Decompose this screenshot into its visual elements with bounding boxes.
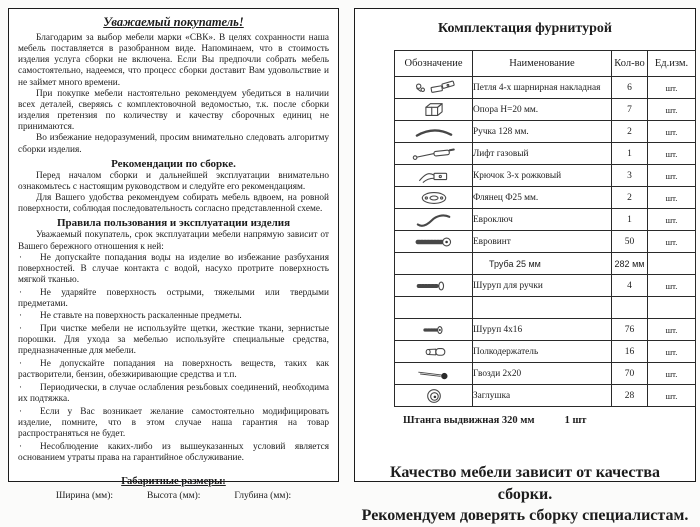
- dimensions-labels: [18, 491, 329, 501]
- usage-rule-item: · При чистке мебели не используйте щетки, жесткие ткани, зернистые порошки. Для ухода за мебелью используйте специальные средства, предназначенные для мебели.: [18, 323, 329, 357]
- screw-icon: [403, 321, 465, 339]
- quality-footer-line1: Качество мебели зависит от качества сборки.: [389, 464, 661, 503]
- bullet-marker: ·: [19, 323, 22, 334]
- item-name: Шуруп для ручки: [473, 275, 612, 297]
- item-unit: шт.: [648, 165, 696, 187]
- item-unit: шт.: [648, 187, 696, 209]
- table-row: [395, 275, 696, 297]
- item-icon-cell: [395, 231, 473, 253]
- item-icon-cell: [395, 99, 473, 121]
- item-unit: шт.: [648, 231, 696, 253]
- item-quantity: 282 мм: [612, 253, 648, 275]
- usage-rule-item: · Не допускайте попадания на поверхность веществ, таких как растворители, бензин, обезжиривающие средства и т.п.: [18, 358, 329, 381]
- intro-paragraph: Благодарим за выбор мебели марки «СВК». В целях сохранности наша мебель поставляется в разобранном виде. Напоминаем, что в стоимость изделия услуга сборки не включена. Если Вы предпочли собрать мебель самостоятельно, надеемся, что процесс сборки доставит Вам удовольствие и не займет много времени.: [18, 33, 329, 88]
- item-name: Петля 4-х шарнирная накладная: [473, 77, 612, 99]
- item-quantity: 7: [612, 99, 648, 121]
- item-unit: шт.: [648, 99, 696, 121]
- item-name: [473, 297, 612, 319]
- item-unit: шт.: [648, 209, 696, 231]
- bullet-marker: ·: [19, 286, 22, 297]
- item-icon-cell: [395, 121, 473, 143]
- table-row: [395, 231, 696, 253]
- item-unit: шт.: [648, 385, 696, 407]
- item-name: Опора Н=20 мм.: [473, 99, 612, 121]
- item-name: Флянец Ф25 мм.: [473, 187, 612, 209]
- item-unit: [648, 253, 696, 275]
- dimension-label: Глубина (мм):: [234, 490, 292, 501]
- dimension-label: Высота (мм):: [147, 490, 201, 501]
- table-row: [395, 209, 696, 231]
- table-row: [395, 253, 696, 275]
- item-name: Лифт газовый: [473, 143, 612, 165]
- shelf-pin-icon: [403, 343, 465, 361]
- page-left-title: Уважаемый покупатель!: [103, 15, 244, 29]
- item-name: Ручка 128 мм.: [473, 121, 612, 143]
- item-quantity: 6: [612, 77, 648, 99]
- table-row: [395, 187, 696, 209]
- bullet-marker: ·: [19, 358, 22, 369]
- item-quantity: 3: [612, 165, 648, 187]
- item-unit: шт.: [648, 143, 696, 165]
- item-unit: шт.: [648, 363, 696, 385]
- euro-screw-icon: [403, 233, 465, 251]
- table-header-row: [395, 51, 696, 77]
- bullet-marker: ·: [19, 251, 22, 262]
- note-text: Штанга выдвижная 320 мм: [403, 415, 535, 426]
- table-row: [395, 99, 696, 121]
- intro-paragraph: Во избежание недоразумений, просим внимательно следовать алгоритму сборки изделия.: [18, 133, 329, 155]
- table-row: [395, 143, 696, 165]
- hook-icon: [403, 167, 465, 185]
- item-icon-cell: [395, 341, 473, 363]
- bullet-marker: ·: [19, 381, 22, 392]
- assembly-recommendations-heading: Рекомендации по сборке.: [111, 157, 236, 170]
- table-row: [395, 341, 696, 363]
- flange-icon: [403, 189, 465, 207]
- item-icon-cell: [395, 165, 473, 187]
- table-row: [395, 165, 696, 187]
- item-quantity: 1: [612, 143, 648, 165]
- usage-rules-heading: Правила пользования и эксплуатации изделия: [56, 217, 291, 230]
- dimension-label: Ширина (мм):: [55, 490, 113, 501]
- table-column-header: Обозначение: [395, 51, 473, 77]
- item-icon-cell: [395, 253, 473, 275]
- bullet-marker: ·: [19, 440, 22, 451]
- item-quantity: 2: [612, 187, 648, 209]
- hardware-kit-title: Комплектация фурнитурой: [438, 21, 612, 36]
- table-row: [395, 363, 696, 385]
- usage-rule-item: · Не ставьте на поверхность раскаленные предметы.: [19, 310, 242, 322]
- item-unit: шт.: [648, 275, 696, 297]
- table-row: [395, 319, 696, 341]
- item-quantity: 1: [612, 209, 648, 231]
- note-quantity: 1 шт: [564, 415, 587, 426]
- quality-footer: [361, 462, 689, 527]
- item-quantity: 28: [612, 385, 648, 407]
- support-icon: [403, 101, 465, 119]
- item-quantity: 2: [612, 121, 648, 143]
- dimensions-heading: Габаритные размеры:: [121, 475, 226, 487]
- item-icon-cell: [395, 385, 473, 407]
- item-icon-cell: [395, 77, 473, 99]
- usage-rule-item: · Не допускайте попадания воды на изделие во избежание разбухания поверхностей. В случае контакта с водой, насухо протрите поверхность мягкой тканью.: [18, 251, 329, 285]
- table-column-header: Наименование: [473, 51, 612, 77]
- item-name: Шуруп 4х16: [473, 319, 612, 341]
- euro-key-icon: [403, 211, 465, 229]
- usage-rule-item: · Несоблюдение каких-либо из вышеуказанных условий является основанием утраты права на гарантийное обслуживание.: [18, 440, 329, 463]
- item-quantity: 16: [612, 341, 648, 363]
- page-left: [8, 8, 339, 501]
- intro-paragraph: При покупке мебели настоятельно рекомендуем убедиться в наличии всех деталей, сверяясь с комплектовочной ведомостью, т.к. после сборки изделия претензия по количеству и качеству сборочных единиц не принимаются.: [18, 88, 329, 133]
- item-quantity: 76: [612, 319, 648, 341]
- item-name: Труба 25 мм: [473, 253, 612, 275]
- item-icon-cell: [395, 319, 473, 341]
- usage-rule-item: · Если у Вас возникает желание самостоятельно модифицировать изделие, помните, что в этом случае наша гарантия на товар распространяться не будет.: [18, 405, 329, 439]
- table-row: [395, 297, 696, 319]
- table-column-header: Кол-во: [612, 51, 648, 77]
- bullet-marker: ·: [19, 405, 22, 416]
- usage-rule-item: · Периодически, в случае ослабления резьбовых соединений, необходима их подтяжка.: [18, 381, 329, 405]
- item-quantity: 4: [612, 275, 648, 297]
- item-quantity: 70: [612, 363, 648, 385]
- handle-screw-icon: [403, 277, 465, 295]
- usage-rule-item: · Не ударяйте поверхность острыми, тяжелыми или твердыми предметами.: [18, 286, 329, 309]
- item-name: Полкодержатель: [473, 341, 612, 363]
- page-right: [354, 8, 696, 525]
- item-unit: шт.: [648, 121, 696, 143]
- intro-paragraphs: [18, 33, 329, 156]
- recommendation-paragraph: Перед началом сборки и дальнейшей эксплуатации внимательно ознакомьтесь с настоящим руководством и следуйте его рекомендациям.: [18, 170, 329, 192]
- hinge-icon: [403, 79, 465, 97]
- table-column-header: Ед.изм.: [648, 51, 696, 77]
- handle-icon: [403, 123, 465, 141]
- item-name: Гвозди 2х20: [473, 363, 612, 385]
- gas-lift-icon: [403, 145, 465, 163]
- recommendation-paragraph: Для Вашего удобства рекомендуем собирать мебель вдвоем, на ровной поверхности, соблюдая последовательность согласно представленной схеме.: [18, 193, 329, 215]
- item-name: Заглушка: [473, 385, 612, 407]
- hardware-kit-table: [394, 50, 696, 407]
- usage-rules-intro: Уважаемый покупатель, срок эксплуатации мебели напрямую зависит от Вашего бережного отношения к ней:: [18, 230, 329, 252]
- item-icon-cell: [395, 143, 473, 165]
- usage-rules-list: [18, 253, 329, 464]
- bullet-marker: ·: [19, 310, 22, 321]
- item-quantity: 50: [612, 231, 648, 253]
- item-icon-cell: [395, 363, 473, 385]
- nail-icon: [403, 365, 465, 383]
- extendable-rod-note: [403, 415, 689, 426]
- table-row: [395, 121, 696, 143]
- table-row: [395, 77, 696, 99]
- item-name: Крючок 3-х рожковый: [473, 165, 612, 187]
- item-name: Евроключ: [473, 209, 612, 231]
- assembly-recommendations-paragraphs: [18, 171, 329, 216]
- item-icon-cell: [395, 187, 473, 209]
- item-unit: шт.: [648, 319, 696, 341]
- item-icon-cell: [395, 297, 473, 319]
- item-quantity: [612, 297, 648, 319]
- item-name: Евровинт: [473, 231, 612, 253]
- item-unit: [648, 297, 696, 319]
- table-row: [395, 385, 696, 407]
- item-icon-cell: [395, 209, 473, 231]
- cap-icon: [403, 387, 465, 405]
- item-unit: шт.: [648, 341, 696, 363]
- item-icon-cell: [395, 275, 473, 297]
- quality-footer-line2: Рекомендуем доверять сборку специалистам.: [361, 507, 689, 525]
- item-unit: шт.: [648, 77, 696, 99]
